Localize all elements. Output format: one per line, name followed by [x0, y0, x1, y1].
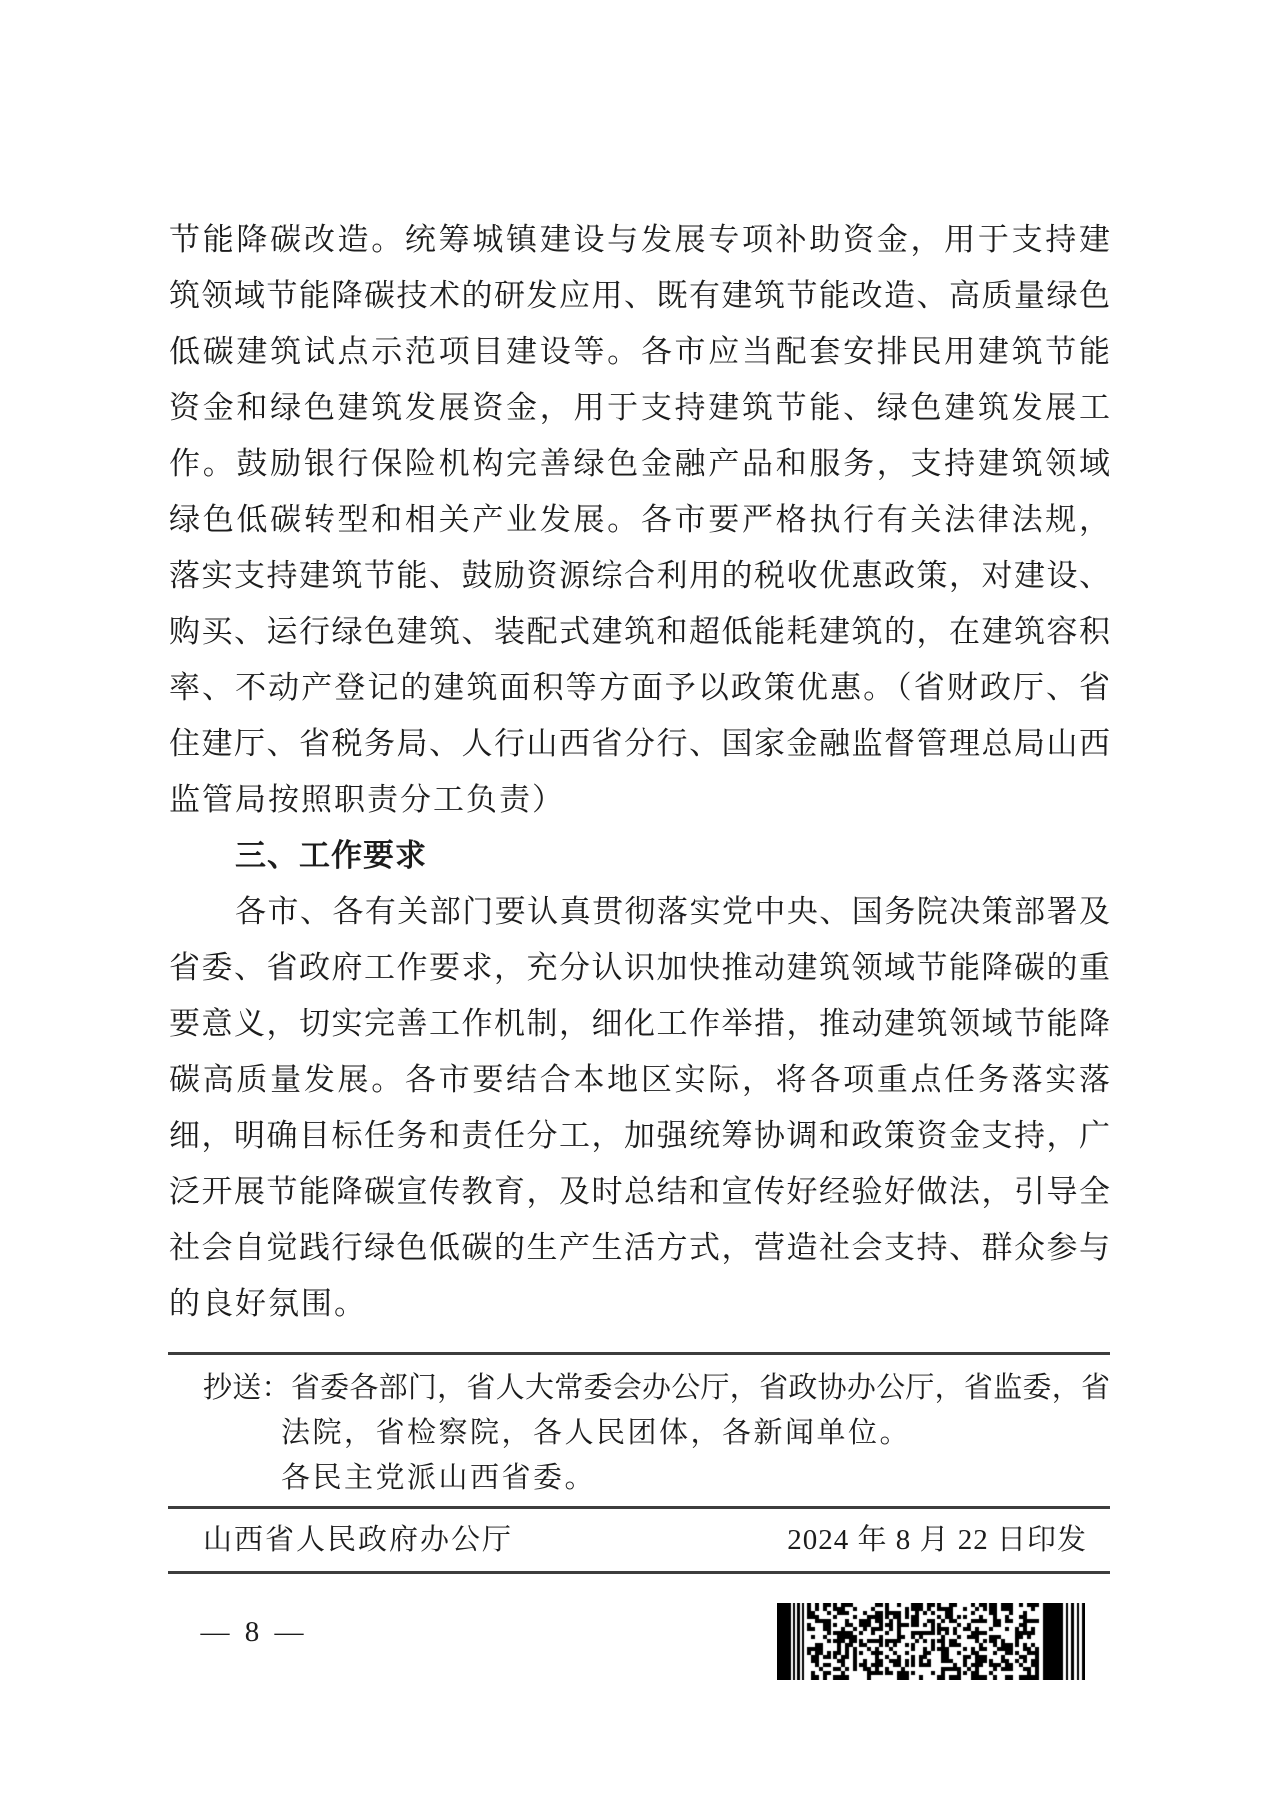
body-line: 低碳建筑试点示范项目建设等。各市应当配套安排民用建筑节能 [169, 334, 1110, 369]
body-line: 作。鼓励银行保险机构完善绿色金融产品和服务，支持建筑领域 [169, 446, 1110, 481]
body-line: 细，明确目标任务和责任分工，加强统筹协调和政策资金支持，广 [169, 1118, 1110, 1153]
body-line: 碳高质量发展。各市要结合本地区实际，将各项重点任务落实落 [169, 1062, 1110, 1097]
body-line: 节能降碳改造。统筹城镇建设与发展专项补助资金，用于支持建 [169, 222, 1110, 257]
section-heading: 三、工作要求 [235, 838, 427, 873]
copy-to-line: 法院，省检察院，各人民团体，各新闻单位。 [281, 1417, 912, 1449]
separator-rule-top [168, 1352, 1110, 1355]
document-barcode [777, 1603, 1085, 1680]
body-line: 落实支持建筑节能、鼓励资源综合利用的税收优惠政策，对建设、 [169, 558, 1110, 593]
copy-to-text: 省委各部门，省人大常委会办公厅，省政协办公厅，省监委，省 [290, 1372, 1110, 1404]
body-line: 购买、运行绿色建筑、装配式建筑和超低能耗建筑的，在建筑容积 [169, 614, 1110, 649]
body-text [169, 212, 1110, 1332]
body-line: 泛开展节能降碳宣传教育，及时总结和宣传好经验好做法，引导全 [169, 1174, 1110, 1209]
body-line: 的良好氛围。 [169, 1286, 367, 1321]
copy-to-label: 抄送： [203, 1372, 291, 1404]
body-line: 住建厅、省税务局、人行山西省分行、国家金融监督管理总局山西 [169, 726, 1110, 761]
body-line: 率、不动产登记的建筑面积等方面予以政策优惠。（省财政厅、省 [169, 670, 1110, 705]
copy-to-line: 各民主党派山西省委。 [281, 1462, 597, 1494]
separator-rule-bottom [168, 1571, 1110, 1574]
body-line: 社会自觉践行绿色低碳的生产生活方式，营造社会支持、群众参与 [169, 1230, 1110, 1265]
issuer-name: 山西省人民政府办公厅 [203, 1524, 514, 1556]
body-line: 资金和绿色建筑发展资金，用于支持建筑节能、绿色建筑发展工 [169, 390, 1110, 425]
separator-rule-middle [168, 1506, 1110, 1509]
body-line: 筑领域节能降碳技术的研发应用、既有建筑节能改造、高质量绿色 [169, 278, 1110, 313]
copy-to-line [203, 1366, 1110, 1411]
copy-to-block [203, 1366, 1110, 1501]
body-line: 要意义，切实完善工作机制，细化工作举措，推动建筑领域节能降 [169, 1006, 1110, 1041]
page-number: — 8 — [200, 1616, 308, 1648]
body-line: 监管局按照职责分工负责） [169, 782, 565, 817]
body-line: 省委、省政府工作要求，充分认识加快推动建筑领域节能降碳的重 [169, 950, 1110, 985]
print-date: 2024 年 8 月 22 日印发 [787, 1524, 1087, 1556]
body-line: 各市、各有关部门要认真贯彻落实党中央、国务院决策部署及 [235, 894, 1110, 929]
publisher-row [203, 1514, 1110, 1566]
body-line: 绿色低碳转型和相关产业发展。各市要严格执行有关法律法规， [169, 502, 1110, 537]
